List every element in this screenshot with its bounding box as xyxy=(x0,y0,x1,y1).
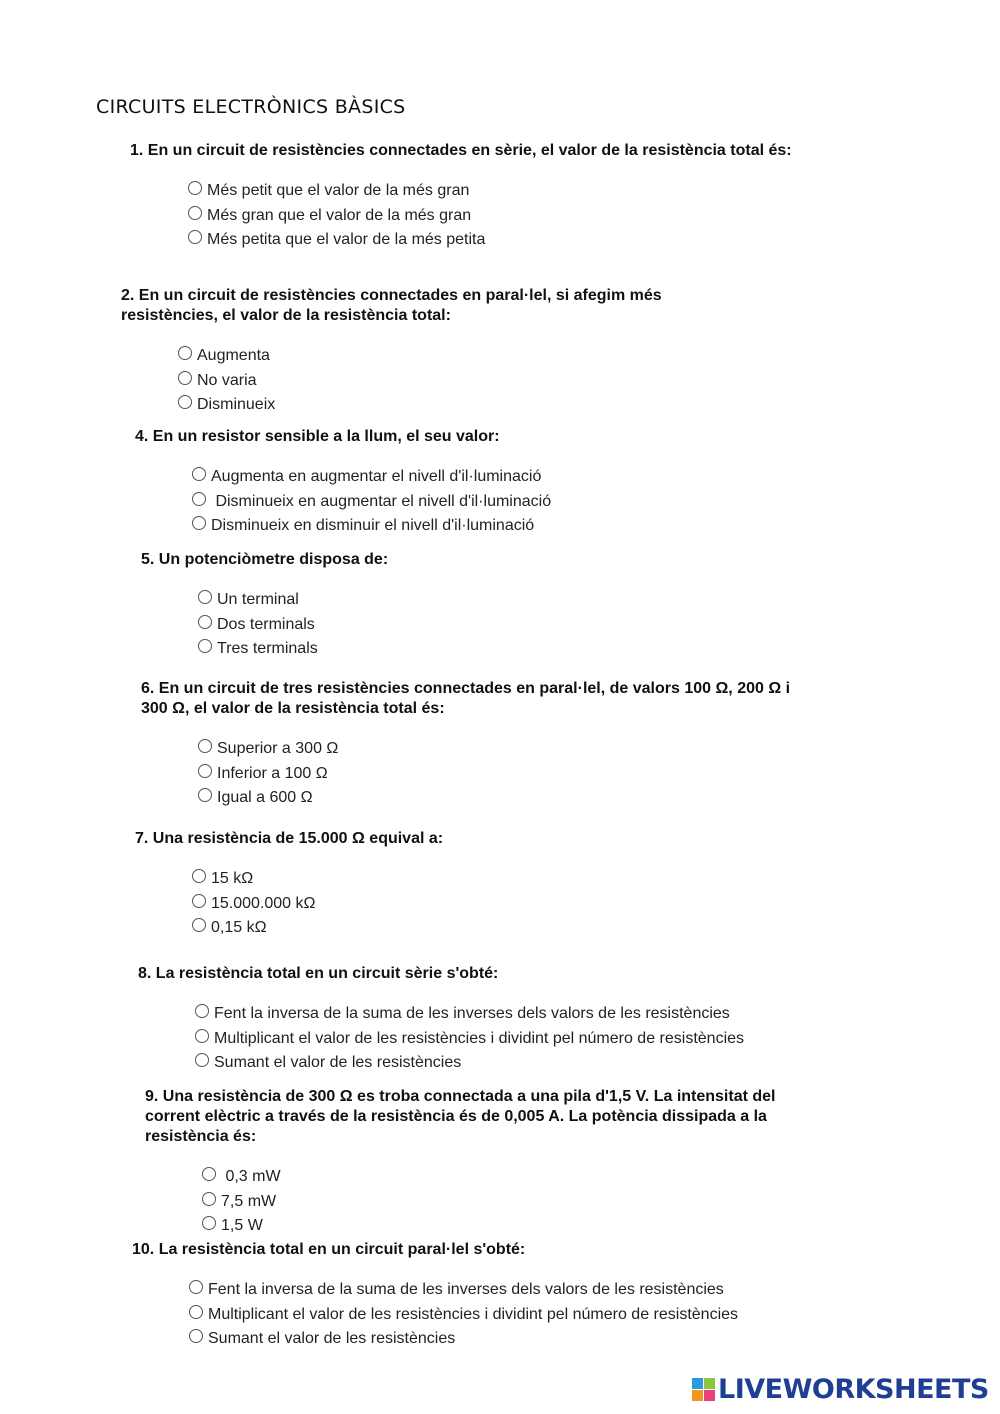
option-radio[interactable] xyxy=(178,393,768,418)
option-label: Multiplicant el valor de les resistències i dividint pel número de resistències xyxy=(214,1029,745,1047)
option-radio[interactable] xyxy=(188,228,868,253)
logo-square xyxy=(692,1378,703,1389)
option-label: Més petita que el valor de la més petita xyxy=(207,231,486,249)
radio-button[interactable] xyxy=(192,467,206,481)
radio-button[interactable] xyxy=(178,371,192,385)
option-radio[interactable] xyxy=(189,1278,869,1303)
question-text: 4. En un resistor sensible a la llum, el seu valor: xyxy=(135,428,500,445)
option-label: Augmenta xyxy=(197,347,270,365)
radio-button[interactable] xyxy=(198,739,212,753)
option-radio[interactable] xyxy=(202,1190,872,1215)
radio-button[interactable] xyxy=(189,1329,203,1343)
option-label: Més gran que el valor de la més gran xyxy=(207,206,472,224)
radio-button[interactable] xyxy=(192,869,206,883)
option-label: 7,5 mW xyxy=(221,1192,277,1210)
radio-button[interactable] xyxy=(195,1004,209,1018)
option-label: Fent la inversa de la suma de les inverses dels valors de les resistències xyxy=(208,1281,724,1299)
question-2 xyxy=(121,286,711,418)
option-radio[interactable] xyxy=(178,369,768,394)
logo-square xyxy=(704,1378,715,1389)
option-label: 15 kΩ xyxy=(211,870,254,888)
option-radio[interactable] xyxy=(192,916,872,941)
option-label: 0,15 kΩ xyxy=(211,919,267,937)
option-radio[interactable] xyxy=(188,179,868,204)
option-radio[interactable] xyxy=(198,786,878,811)
question-5 xyxy=(141,550,821,662)
option-radio[interactable] xyxy=(188,204,868,229)
option-radio[interactable] xyxy=(178,344,768,369)
option-radio[interactable] xyxy=(198,762,878,787)
question-10 xyxy=(132,1240,812,1352)
radio-button[interactable] xyxy=(202,1167,216,1181)
radio-button[interactable] xyxy=(188,230,202,244)
logo-mark-icon xyxy=(692,1378,715,1401)
option-label: Disminueix xyxy=(197,396,276,414)
radio-button[interactable] xyxy=(189,1280,203,1294)
option-radio[interactable] xyxy=(198,613,878,638)
option-label: Més petit que el valor de la més gran xyxy=(207,182,470,200)
question-text: 8. La resistència total en un circuit sèrie s'obté: xyxy=(138,965,499,982)
option-radio[interactable] xyxy=(192,490,872,515)
radio-button[interactable] xyxy=(198,788,212,802)
option-radio[interactable] xyxy=(198,588,878,613)
question-text: 10. La resistència total en un circuit paral·lel s'obté: xyxy=(132,1241,526,1258)
logo-square xyxy=(692,1390,703,1401)
radio-button[interactable] xyxy=(195,1029,209,1043)
radio-button[interactable] xyxy=(192,492,206,506)
option-label: Inferior a 100 Ω xyxy=(217,764,328,782)
option-label: Disminueix en disminuir el nivell d'il·luminació xyxy=(211,517,535,535)
option-label: No varia xyxy=(197,371,257,389)
question-text: 9. Una resistència de 300 Ω es troba connectada a una pila d'1,5 V. La intensitat del corrent elèctric a través de la resistència és de 0,005 A. La potència dissipada a la resistència és: xyxy=(145,1088,776,1145)
option-radio[interactable] xyxy=(195,1002,875,1027)
option-radio[interactable] xyxy=(198,637,878,662)
option-radio[interactable] xyxy=(198,737,878,762)
option-label: 1,5 W xyxy=(221,1217,263,1235)
radio-button[interactable] xyxy=(178,395,192,409)
radio-button[interactable] xyxy=(192,918,206,932)
option-radio[interactable] xyxy=(189,1327,869,1352)
option-radio[interactable] xyxy=(192,465,872,490)
radio-button[interactable] xyxy=(202,1216,216,1230)
option-radio[interactable] xyxy=(195,1027,875,1052)
radio-button[interactable] xyxy=(195,1053,209,1067)
option-radio[interactable] xyxy=(189,1303,869,1328)
option-label: Fent la inversa de la suma de les inverses dels valors de les resistències xyxy=(214,1005,730,1023)
option-radio[interactable] xyxy=(195,1051,875,1076)
liveworksheets-logo xyxy=(692,1374,989,1405)
question-9 xyxy=(145,1087,815,1239)
option-label: Augmenta en augmentar el nivell d'il·luminació xyxy=(211,468,542,486)
option-label: Dos terminals xyxy=(217,615,315,633)
option-radio[interactable] xyxy=(202,1214,872,1239)
radio-button[interactable] xyxy=(198,615,212,629)
question-7 xyxy=(135,829,815,941)
radio-button[interactable] xyxy=(198,590,212,604)
option-label: 15.000.000 kΩ xyxy=(211,894,316,912)
radio-button[interactable] xyxy=(198,639,212,653)
option-label: Tres terminals xyxy=(217,640,318,658)
radio-button[interactable] xyxy=(192,894,206,908)
logo-square xyxy=(704,1390,715,1401)
option-label: Sumant el valor de les resistències xyxy=(214,1054,462,1072)
option-radio[interactable] xyxy=(192,892,872,917)
radio-button[interactable] xyxy=(188,181,202,195)
question-text: 7. Una resistència de 15.000 Ω equival a: xyxy=(135,830,444,847)
radio-button[interactable] xyxy=(188,206,202,220)
question-6 xyxy=(141,679,821,811)
option-label: Igual a 600 Ω xyxy=(217,789,313,807)
question-4 xyxy=(135,427,815,539)
radio-button[interactable] xyxy=(189,1305,203,1319)
radio-button[interactable] xyxy=(178,346,192,360)
option-label: Multiplicant el valor de les resistències i dividint pel número de resistències xyxy=(208,1305,739,1323)
option-label: Disminueix en augmentar el nivell d'il·luminació xyxy=(211,492,552,510)
question-text: 2. En un circuit de resistències connectades en paral·lel, si afegim més resistències, el valor de la resistència total: xyxy=(121,287,662,324)
option-radio[interactable] xyxy=(202,1165,872,1190)
option-radio[interactable] xyxy=(192,514,872,539)
option-label: Superior a 300 Ω xyxy=(217,740,339,758)
option-label: 0,3 mW xyxy=(221,1168,281,1186)
radio-button[interactable] xyxy=(202,1192,216,1206)
question-text: 5. Un potenciòmetre disposa de: xyxy=(141,551,389,568)
option-label: Un terminal xyxy=(217,591,299,609)
worksheet-title: CIRCUITS ELECTRÒNICS BÀSICS xyxy=(96,96,406,118)
option-label: Sumant el valor de les resistències xyxy=(208,1330,456,1348)
question-8 xyxy=(138,964,818,1076)
option-radio[interactable] xyxy=(192,867,872,892)
question-1 xyxy=(130,141,810,253)
radio-button[interactable] xyxy=(192,516,206,530)
logo-text: LIVEWORKSHEETS xyxy=(718,1374,989,1405)
question-text: 1. En un circuit de resistències connectades en sèrie, el valor de la resistència total és: xyxy=(130,142,792,159)
question-text: 6. En un circuit de tres resistències connectades en paral·lel, de valors 100 Ω, 200 Ω i 300 Ω, el valor de la resistència total és: xyxy=(141,680,791,717)
radio-button[interactable] xyxy=(198,764,212,778)
